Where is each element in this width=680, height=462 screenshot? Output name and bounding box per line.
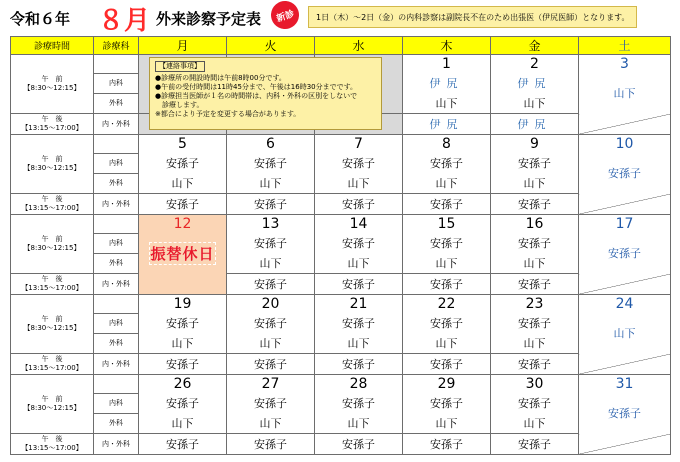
col-mon: 月	[139, 37, 227, 55]
dept-geka: 外科	[94, 173, 139, 194]
am-time: 【8:30～12:15】	[23, 404, 81, 412]
am-time: 【8:30～12:15】	[23, 244, 81, 252]
naika-doctor: 安孫子	[227, 313, 315, 333]
pm-time: 【13:15～17:00】	[21, 284, 83, 292]
dept-naika: 内科	[94, 153, 139, 173]
geka-doctor: 山下	[491, 93, 579, 114]
day-number: 23	[491, 295, 579, 314]
closed-slot	[579, 354, 671, 375]
geka-doctor: 山下	[491, 413, 579, 434]
day-number: 22	[403, 295, 491, 314]
pm-label: 午 後	[41, 435, 63, 443]
pm-doctor: 安孫子	[491, 354, 579, 375]
notice-banner: 1日（木）～2日（金）の内科診察は副院長不在のため出張医（伊尻医師）となります。	[308, 6, 637, 28]
day-number: 5	[139, 135, 227, 154]
am-time: 【8:30～12:15】	[23, 84, 81, 92]
naika-doctor: 伊尻	[403, 73, 491, 93]
week-row-date	[11, 135, 671, 154]
pm-doctor: 伊尻	[491, 114, 579, 135]
day-number: 29	[403, 375, 491, 394]
dept-blank	[94, 295, 139, 314]
naika-doctor: 安孫子	[579, 393, 671, 434]
naika-doctor: 安孫子	[227, 153, 315, 173]
pm-doctor	[139, 274, 227, 295]
pm-time: 【13:15～17:00】	[21, 124, 83, 132]
naika-doctor: 安孫子	[315, 153, 403, 173]
dept-blank	[94, 55, 139, 74]
dept-both: 内・外科	[94, 434, 139, 455]
day-number: 7	[315, 135, 403, 154]
day-number: 31	[579, 375, 671, 394]
am-label: 午 前	[41, 315, 63, 323]
geka-doctor: 山下	[491, 253, 579, 274]
geka-doctor: 山下	[403, 253, 491, 274]
naika-doctor: 安孫子	[491, 153, 579, 173]
week-row-naika	[11, 393, 671, 413]
pm-doctor: 安孫子	[227, 434, 315, 455]
dept-both: 内・外科	[94, 114, 139, 135]
header-row	[11, 37, 671, 55]
day-number: 19	[139, 295, 227, 314]
dept-blank	[94, 375, 139, 394]
geka-doctor: 山下	[491, 173, 579, 194]
notes-box	[149, 57, 382, 130]
col-fri: 金	[491, 37, 579, 55]
geka-doctor: 山下	[227, 413, 315, 434]
day-number: 10	[579, 135, 671, 154]
pm-doctor: 安孫子	[315, 194, 403, 215]
naika-doctor: 安孫子	[227, 233, 315, 253]
geka-doctor: 山下	[315, 413, 403, 434]
geka-doctor: 山下	[315, 333, 403, 354]
geka-doctor: 山下	[139, 413, 227, 434]
pm-slot-label	[11, 434, 94, 455]
week-row-pm	[11, 194, 671, 215]
naika-doctor: 伊尻	[491, 73, 579, 93]
pm-doctor: 安孫子	[227, 354, 315, 375]
col-wed: 水	[315, 37, 403, 55]
dept-geka: 外科	[94, 93, 139, 114]
pm-doctor: 安孫子	[403, 194, 491, 215]
notes-line: ●診療所の開設時間は午前8時00分です。	[155, 74, 286, 82]
new-stamp-icon: 新診	[267, 0, 302, 33]
week-row-date	[11, 295, 671, 314]
naika-doctor: 安孫子	[403, 393, 491, 413]
pm-doctor: 安孫子	[139, 354, 227, 375]
week-row-naika	[11, 153, 671, 173]
day-number: 28	[315, 375, 403, 394]
day-number: 12	[139, 215, 227, 234]
week-row-naika	[11, 233, 671, 253]
pm-slot-label	[11, 114, 94, 135]
pm-label: 午 後	[41, 355, 63, 363]
geka-doctor: 山下	[315, 173, 403, 194]
notes-line: ●診療担当医師が１名の時間帯は、内科・外科の区別をしないで	[155, 92, 358, 100]
naika-doctor: 安孫子	[403, 313, 491, 333]
am-label: 午 前	[41, 395, 63, 403]
day-number: 15	[403, 215, 491, 234]
closed-slot	[579, 194, 671, 215]
closed-slot	[579, 114, 671, 135]
pm-doctor: 安孫子	[491, 274, 579, 295]
geka-doctor: 山下	[139, 173, 227, 194]
naika-doctor: 山下	[579, 313, 671, 354]
day-number: 30	[491, 375, 579, 394]
pm-doctor: 安孫子	[491, 434, 579, 455]
am-label: 午 前	[41, 155, 63, 163]
dept-naika: 内科	[94, 233, 139, 253]
naika-doctor: 安孫子	[315, 233, 403, 253]
day-number: 21	[315, 295, 403, 314]
geka-doctor: 山下	[227, 253, 315, 274]
am-slot-label	[11, 55, 94, 114]
am-slot-label	[11, 375, 94, 434]
geka-doctor: 山下	[227, 333, 315, 354]
pm-doctor: 伊尻	[403, 114, 491, 135]
pm-label: 午 後	[41, 275, 63, 283]
pm-label: 午 後	[41, 195, 63, 203]
naika-doctor: 安孫子	[491, 393, 579, 413]
day-number: 9	[491, 135, 579, 154]
am-slot-label	[11, 295, 94, 354]
week-row-geka	[11, 173, 671, 194]
week-row-pm	[11, 434, 671, 455]
naika-doctor: 安孫子	[579, 153, 671, 194]
week-row-geka	[11, 333, 671, 354]
col-sat: 土	[579, 37, 671, 55]
dept-blank	[94, 135, 139, 154]
week-row-geka	[11, 413, 671, 434]
naika-doctor: 山下	[579, 73, 671, 114]
pm-doctor: 安孫子	[227, 194, 315, 215]
week-row-date	[11, 375, 671, 394]
holiday-label: 振替休日	[149, 242, 215, 265]
pm-doctor: 安孫子	[315, 354, 403, 375]
week-row-geka	[11, 253, 671, 274]
geka-doctor: 山下	[227, 173, 315, 194]
geka-doctor: 山下	[403, 93, 491, 114]
pm-doctor: 安孫子	[227, 274, 315, 295]
pm-time: 【13:15～17:00】	[21, 204, 83, 212]
week-row-pm	[11, 354, 671, 375]
pm-time: 【13:15～17:00】	[21, 444, 83, 452]
dept-geka: 外科	[94, 253, 139, 274]
day-number: 24	[579, 295, 671, 314]
page-header	[0, 0, 680, 36]
day-number: 14	[315, 215, 403, 234]
geka-doctor: 山下	[315, 253, 403, 274]
notes-title: 【連絡事項】	[155, 61, 205, 72]
month-label: ８月	[98, 6, 151, 36]
week-row-naika	[11, 313, 671, 333]
col-time: 診療時間	[11, 37, 94, 55]
notes-line: ●午前の受付時間は11時45分まで、午後は16時30分までです。	[155, 83, 358, 91]
dept-geka: 外科	[94, 333, 139, 354]
pm-doctor: 安孫子	[491, 194, 579, 215]
notes-line: ※都合により予定を変更する場合があります。	[155, 110, 301, 118]
dept-naika: 内科	[94, 313, 139, 333]
pm-slot-label	[11, 354, 94, 375]
pm-slot-label	[11, 274, 94, 295]
day-number: 8	[403, 135, 491, 154]
am-label: 午 前	[41, 235, 63, 243]
day-number: 27	[227, 375, 315, 394]
pm-doctor: 安孫子	[315, 274, 403, 295]
closed-slot	[579, 274, 671, 295]
day-number: 3	[579, 55, 671, 74]
naika-doctor: 安孫子	[403, 153, 491, 173]
geka-doctor: 山下	[403, 333, 491, 354]
naika-doctor: 安孫子	[491, 233, 579, 253]
pm-label: 午 後	[41, 115, 63, 123]
week-row-pm	[11, 274, 671, 295]
dept-naika: 内科	[94, 393, 139, 413]
day-number: 20	[227, 295, 315, 314]
day-number: 2	[491, 55, 579, 74]
pm-doctor: 安孫子	[139, 194, 227, 215]
naika-doctor: 安孫子	[139, 393, 227, 413]
col-thu: 木	[403, 37, 491, 55]
am-slot-label	[11, 135, 94, 194]
day-number: 13	[227, 215, 315, 234]
closed-slot	[579, 434, 671, 455]
col-dept: 診療科	[94, 37, 139, 55]
dept-both: 内・外科	[94, 194, 139, 215]
naika-doctor: 安孫子	[491, 313, 579, 333]
week-row-date	[11, 215, 671, 234]
geka-doctor: 山下	[491, 333, 579, 354]
naika-doctor: 安孫子	[579, 233, 671, 274]
pm-doctor: 安孫子	[403, 354, 491, 375]
dept-blank	[94, 215, 139, 234]
pm-slot-label	[11, 194, 94, 215]
notes-line: 診療します。	[155, 101, 204, 109]
naika-doctor: 安孫子	[139, 153, 227, 173]
day-number: 1	[403, 55, 491, 74]
day-number: 16	[491, 215, 579, 234]
pm-time: 【13:15～17:00】	[21, 364, 83, 372]
page-title: 外来診察予定表	[156, 10, 262, 28]
pm-doctor: 安孫子	[403, 274, 491, 295]
dept-geka: 外科	[94, 413, 139, 434]
geka-doctor: 山下	[403, 173, 491, 194]
geka-doctor: 山下	[139, 333, 227, 354]
era-label: 令和６年	[10, 10, 71, 28]
am-label: 午 前	[41, 75, 63, 83]
naika-doctor: 安孫子	[315, 393, 403, 413]
day-number: 6	[227, 135, 315, 154]
am-slot-label	[11, 215, 94, 274]
pm-doctor: 安孫子	[315, 434, 403, 455]
pm-doctor: 安孫子	[403, 434, 491, 455]
am-time: 【8:30～12:15】	[23, 164, 81, 172]
naika-doctor: 安孫子	[227, 393, 315, 413]
naika-doctor: 安孫子	[315, 313, 403, 333]
col-tue: 火	[227, 37, 315, 55]
day-number: 26	[139, 375, 227, 394]
day-number: 17	[579, 215, 671, 234]
geka-doctor: 山下	[403, 413, 491, 434]
dept-both: 内・外科	[94, 274, 139, 295]
naika-doctor: 安孫子	[403, 233, 491, 253]
am-time: 【8:30～12:15】	[23, 324, 81, 332]
dept-both: 内・外科	[94, 354, 139, 375]
naika-doctor	[139, 233, 227, 274]
dept-naika: 内科	[94, 73, 139, 93]
pm-doctor: 安孫子	[139, 434, 227, 455]
naika-doctor: 安孫子	[139, 313, 227, 333]
